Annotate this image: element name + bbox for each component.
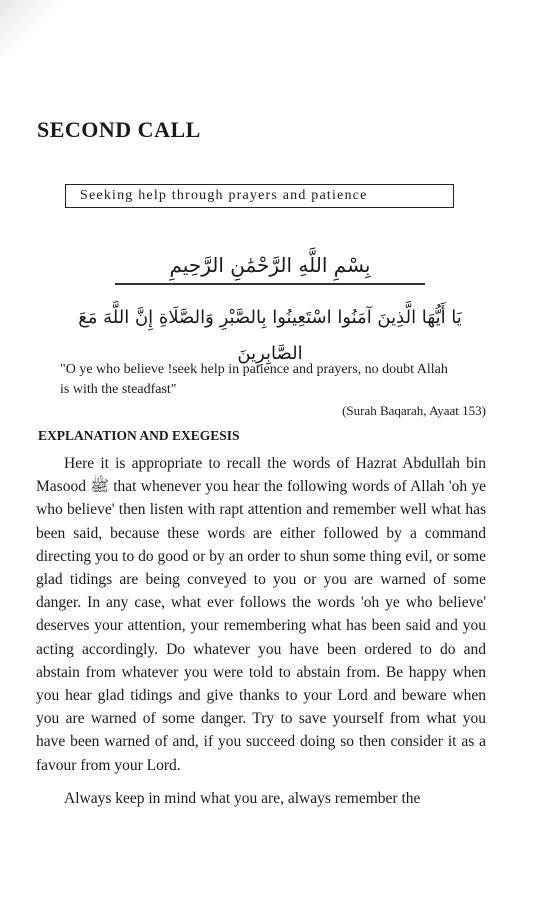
body-text — [36, 452, 486, 810]
section-heading: EXPLANATION AND EXEGESIS — [38, 428, 240, 443]
paragraph: Always keep in mind what you are, always remember the — [64, 789, 421, 807]
paragraph: Here it is appropriate to recall the words of Hazrat Abdullah bin Masood ﷺ that whenever you hear the following words of Allah 'oh ye who believe' then listen with rapt attention and remember well what has been said, because these words are either followed by a command directing you to do good or by an order to shun some thing evil, or some glad tidings are being conveyed to you or you are warned of some danger. In any case, what ever follows the words 'oh ye who believe' deserves your attention, your remembering what has been said and you acting accordingly. Do whatever you have been ordered to do and abstain from whatever you were told to abstain from. Be happy when you hear glad tidings and give thanks to your Lord and beware when you are warned of some danger. Try to save yourself from what you have been warned of and, if you succeed doing so then consider it as a favour from your Lord. — [36, 455, 486, 774]
page-corner-shadow — [0, 0, 60, 60]
basmala: بِسْمِ اللَّهِ الرَّحْمَٰنِ الرَّحِيمِ — [115, 253, 425, 285]
topic-label: Seeking help through prayers and patience — [80, 188, 368, 203]
topic-box — [65, 184, 454, 208]
ayah-reference: (Surah Baqarah, Ayaat 153) — [342, 403, 486, 418]
ayah-translation: "O ye who believe !seek help in patience and prayers, no doubt Allah is with the steadfast" — [60, 362, 448, 397]
ayah-arabic: يَا أَيُّهَا الَّذِينَ آمَنُوا اسْتَعِينُوا بِالصَّبْرِ وَالصَّلَاةِ إِنَّ اللَّهَ مَعَ الصَّابِرِينَ — [78, 307, 462, 364]
chapter-title: SECOND CALL — [37, 117, 201, 142]
